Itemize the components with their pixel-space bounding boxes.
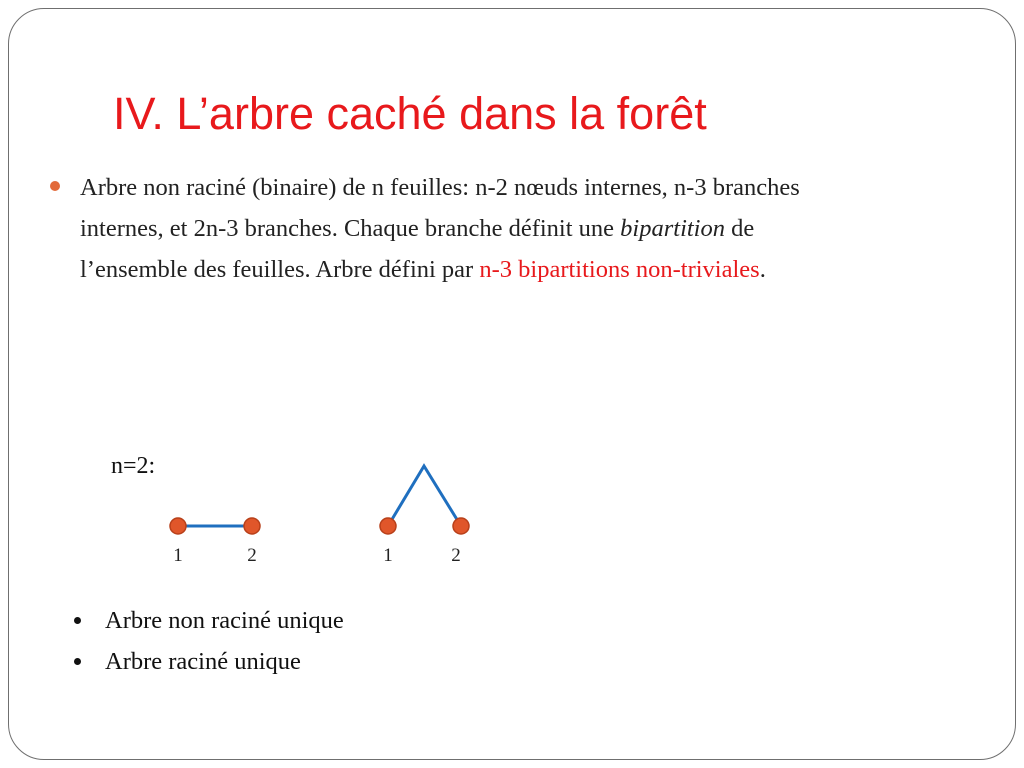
list-item-text: Arbre raciné unique xyxy=(105,648,301,675)
list-bullet xyxy=(74,617,81,624)
rooted-leaf-label-2: 2 xyxy=(451,545,461,566)
slide-title: IV. L’arbre caché dans la forêt xyxy=(113,88,707,139)
example-label: n=2: xyxy=(111,453,156,479)
highlight-bipartitions: n-3 bipartitions non-triviales xyxy=(479,256,760,283)
paragraph-line-2-end: de xyxy=(725,215,755,242)
rooted-tree xyxy=(380,466,469,534)
paragraph-line-3-text: l’ensemble des feuilles. Arbre défini par xyxy=(80,256,480,283)
bipartition-term: bipartition xyxy=(620,215,725,242)
list-bullet xyxy=(74,658,81,665)
paragraph-line-2-text: internes, et 2n-3 branches. Chaque branche définit une xyxy=(80,215,621,242)
list-item xyxy=(70,600,344,641)
list-item xyxy=(70,641,344,682)
paragraph-line-1: Arbre non raciné (binaire) de n feuilles: n-2 nœuds internes, n-3 branches xyxy=(80,174,800,201)
unrooted-leaf-label-1: 1 xyxy=(173,545,183,566)
unrooted-leaf-node-1 xyxy=(170,518,186,534)
unrooted-leaf-label-2: 2 xyxy=(247,545,257,566)
unrooted-tree xyxy=(170,518,260,534)
rooted-leaf-node-2 xyxy=(453,518,469,534)
rooted-edges xyxy=(388,466,461,526)
rooted-leaf-node-1 xyxy=(380,518,396,534)
unrooted-leaf-node-2 xyxy=(244,518,260,534)
list-item-text: Arbre non raciné unique xyxy=(105,607,344,634)
conclusion-list xyxy=(70,600,344,682)
paragraph-line-3-end: . xyxy=(759,256,766,283)
rooted-leaf-label-1: 1 xyxy=(383,545,393,566)
